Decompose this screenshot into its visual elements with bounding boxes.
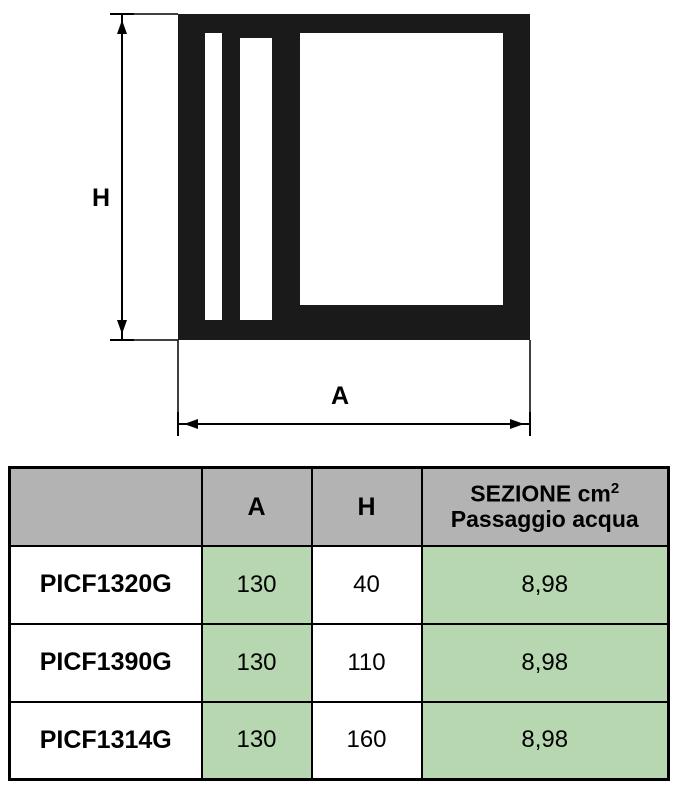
height-dimension [110, 14, 178, 340]
specification-table [8, 466, 670, 781]
cell-h: 160 [312, 702, 422, 780]
product-cross-section-shape [178, 14, 530, 340]
header-section-line1: SEZIONE cm [470, 480, 611, 507]
cell-a: 130 [202, 624, 312, 702]
header-section-line2: Passaggio acqua [450, 506, 639, 533]
cell-a: 130 [202, 546, 312, 624]
cell-model: PICF1320G [10, 546, 202, 624]
cell-model: PICF1314G [10, 702, 202, 780]
width-dimension [178, 340, 530, 436]
header-section [422, 468, 669, 546]
width-dimension-label: A [330, 382, 350, 410]
table-header-row [10, 468, 669, 546]
table-body [10, 546, 669, 780]
table-header [10, 468, 669, 546]
cell-h: 110 [312, 624, 422, 702]
cell-section: 8,98 [422, 624, 669, 702]
cell-section: 8,98 [422, 702, 669, 780]
table-row [10, 702, 669, 780]
header-a: A [202, 468, 312, 546]
header-section-exponent: 2 [610, 479, 620, 497]
header-model [10, 468, 202, 546]
cell-a: 130 [202, 702, 312, 780]
cell-section: 8,98 [422, 546, 669, 624]
cell-model: PICF1390G [10, 624, 202, 702]
table-row [10, 624, 669, 702]
height-dimension-label: H [91, 184, 111, 212]
header-h: H [312, 468, 422, 546]
cell-h: 40 [312, 546, 422, 624]
table-row [10, 546, 669, 624]
